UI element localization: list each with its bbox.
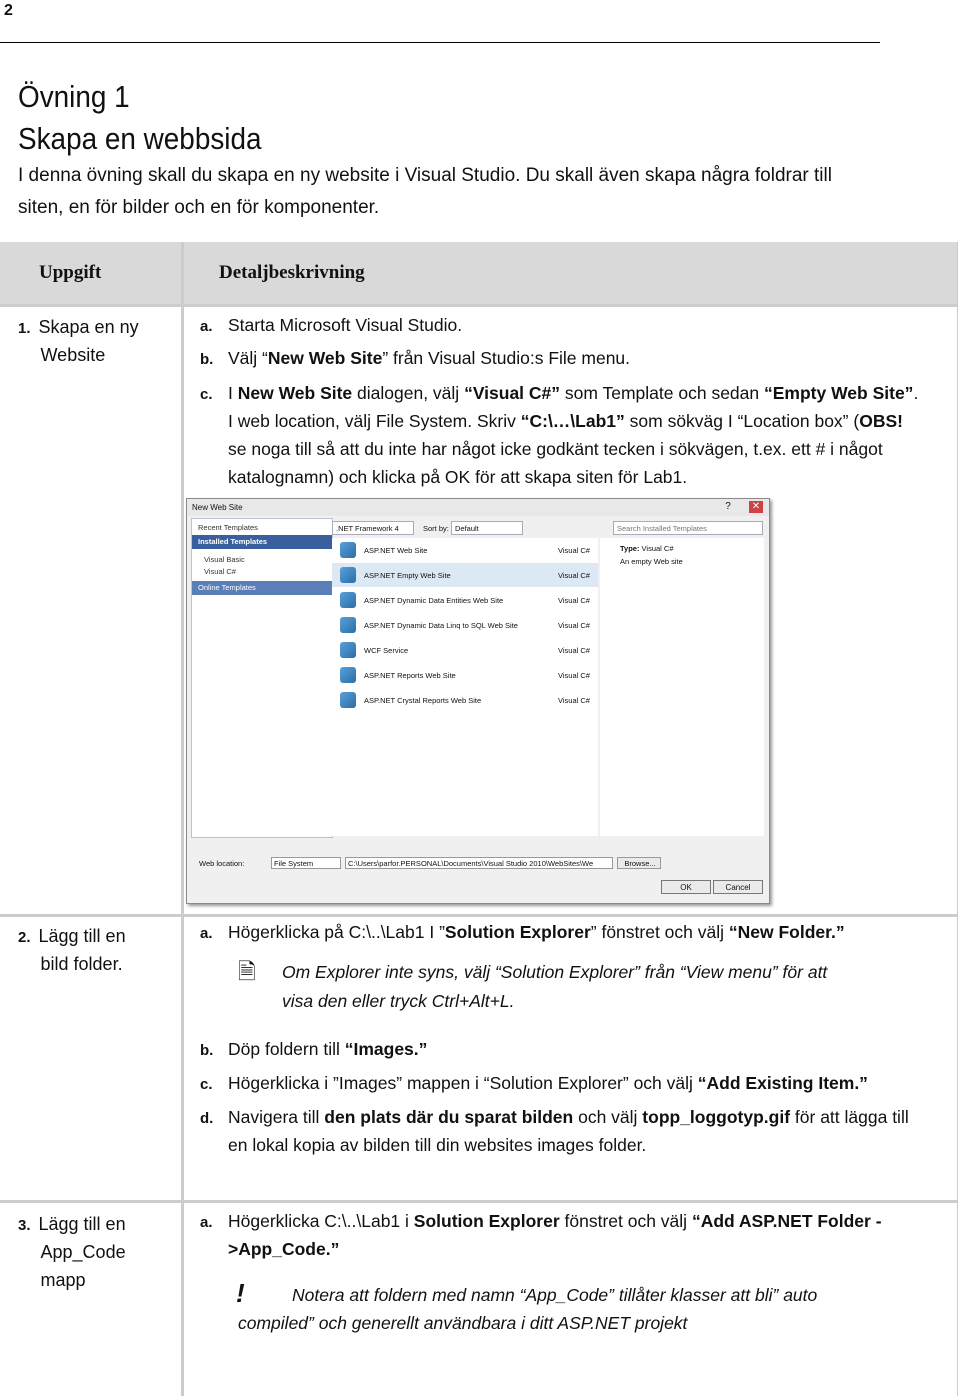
step-1a	[200, 311, 462, 341]
step-text: som Template och sedan	[560, 383, 764, 403]
header-rule	[0, 42, 880, 43]
step-1c-cont: katalognamn) och klicka på OK för att skapa siten för Lab1.	[228, 467, 688, 487]
task-2-label	[18, 922, 126, 978]
step-text: Navigera till	[228, 1107, 325, 1127]
ok-button[interactable]: OK	[661, 880, 711, 894]
task-label-line: Website	[40, 345, 106, 365]
step-text: Starta Microsoft Visual Studio.	[228, 315, 463, 335]
template-name: ASP.NET Crystal Reports Web Site	[364, 696, 482, 705]
template-info	[600, 538, 764, 836]
step-text: Välj	[228, 348, 263, 368]
template-item[interactable]	[332, 538, 598, 562]
dialog-titlebar	[187, 499, 769, 516]
step-text: från Visual Studio:s File menu.	[388, 348, 631, 368]
search-templates-input[interactable]: Search Installed Templates	[613, 521, 763, 535]
row-divider	[0, 914, 958, 917]
step-2a	[200, 918, 845, 948]
step-letter: b.	[200, 351, 214, 368]
web-location-label: Web location:	[199, 859, 245, 868]
note-line: Om Explorer inte syns, välj “Solution Explorer” från “View menu” för att	[282, 962, 828, 982]
column-divider	[181, 242, 184, 1396]
warning-icon: !	[236, 1278, 245, 1308]
web-template-icon	[340, 542, 356, 558]
task-label-line: Lägg till en	[38, 926, 126, 946]
task-label-line: mapp	[40, 1270, 86, 1290]
template-name: ASP.NET Web Site	[364, 546, 428, 555]
step-text-bold: “New Folder.”	[728, 922, 845, 942]
template-item[interactable]	[332, 638, 598, 662]
intro-text	[18, 160, 918, 224]
template-language: Visual C#	[558, 671, 590, 680]
step-letter: c.	[200, 1076, 213, 1093]
template-name: WCF Service	[364, 646, 409, 655]
exercise-title: Övning 1	[18, 79, 130, 114]
sort-by-label: Sort by:	[423, 524, 449, 533]
note-line: visa den eller tryck Ctrl+Alt+L.	[282, 991, 515, 1011]
task-label-line: Lägg till en	[38, 1214, 126, 1234]
step-text: ”	[382, 348, 389, 368]
web-template-icon	[340, 617, 356, 633]
step-text-bold: “Add ASP.NET Folder -	[691, 1211, 882, 1231]
step-text-bold: “Empty Web Site”	[764, 383, 914, 403]
step-letter: a.	[200, 318, 213, 335]
template-language: Visual C#	[558, 646, 590, 655]
step-text-bold: “Images.”	[344, 1039, 428, 1059]
exercise-subtitle: Skapa en webbsida	[18, 121, 262, 156]
type-value: Visual C#	[641, 544, 674, 553]
online-templates[interactable]: Online Templates	[192, 581, 332, 595]
close-icon[interactable]: ✕	[749, 501, 763, 513]
step-text: Högerklicka i ”Images” mappen i “Solution Explorer” och välj	[228, 1073, 698, 1093]
step-text: “	[262, 348, 268, 368]
step-1c-cont: se noga till så att du inte har något icke godkänt tecken i sökvägen, t.ex. ett # i något	[228, 439, 883, 459]
step-2b	[200, 1035, 427, 1065]
step-letter: a.	[200, 925, 213, 942]
step-1c	[200, 379, 918, 409]
step-text: ”	[590, 922, 597, 942]
web-template-icon	[340, 567, 356, 583]
row-divider	[0, 304, 958, 307]
note-line: Notera att foldern med namn “App_Code” tillåter klasser att bli” auto	[292, 1285, 818, 1305]
task-3-label	[18, 1210, 126, 1294]
step-text: för att lägga till	[790, 1107, 909, 1127]
step-text: dialogen, välj	[352, 383, 465, 403]
step-text: Döp foldern till	[228, 1039, 345, 1059]
template-language: Visual C#	[558, 546, 590, 555]
step-text: I web location, välj File System. Skriv	[228, 411, 521, 431]
template-language: Visual C#	[558, 571, 590, 580]
template-language: Visual C#	[558, 696, 590, 705]
task-label-line: bild folder.	[40, 954, 123, 974]
template-name: ASP.NET Dynamic Data Linq to SQL Web Site	[364, 621, 518, 630]
step-text: .	[913, 383, 919, 403]
step-letter: a.	[200, 1214, 213, 1231]
step-1c-cont	[228, 407, 903, 435]
template-language: Visual C#	[558, 596, 590, 605]
step-text-bold: “Visual C#”	[464, 383, 561, 403]
web-template-icon	[340, 592, 356, 608]
intro-line-1: I denna övning skall du skapa en ny website i Visual Studio. Du skall även skapa några foldrar till	[18, 165, 832, 186]
step-text: I	[228, 383, 238, 403]
web-template-icon	[340, 642, 356, 658]
sort-select[interactable]: Default	[451, 521, 523, 535]
type-desc: An empty Web site	[620, 557, 683, 566]
task-number: 3.	[18, 1217, 31, 1234]
new-web-site-dialog	[186, 498, 770, 904]
step-3a-cont: >App_Code.”	[228, 1239, 340, 1259]
step-letter: b.	[200, 1042, 214, 1059]
type-info	[620, 544, 674, 553]
task-label-line: App_Code	[40, 1242, 126, 1262]
step-text-bold: den plats där du sparat bilden	[324, 1107, 574, 1127]
step-2d-cont: en lokal kopia av bilden till din websites images folder.	[228, 1135, 647, 1155]
template-name: ASP.NET Dynamic Data Entities Web Site	[364, 596, 504, 605]
step-text: (	[848, 411, 860, 431]
page-number: 2	[4, 2, 13, 19]
framework-select[interactable]: .NET Framework 4	[332, 521, 414, 535]
step-text-bold: Solution Explorer	[444, 922, 591, 942]
recent-templates[interactable]: Recent Templates	[198, 523, 258, 532]
template-item[interactable]	[332, 613, 598, 637]
task-number: 1.	[18, 320, 31, 337]
intro-line-2: siten, en för bilder och en för komponenter.	[18, 197, 380, 218]
task-label-line: Skapa en ny	[38, 317, 139, 337]
step-2d	[200, 1103, 909, 1133]
web-template-icon	[340, 692, 356, 708]
step-text-bold: New Web Site	[267, 348, 383, 368]
template-list	[332, 538, 598, 836]
task-1-label	[18, 313, 139, 369]
table-header-detail: Detaljbeskrivning	[184, 242, 958, 304]
template-categories	[191, 518, 333, 838]
note-line: compiled” och generellt användbara i ditt ASP.NET projekt	[238, 1313, 688, 1333]
browse-button[interactable]: Browse...	[617, 857, 661, 869]
step-text: Högerklicka C:\..\Lab1 i	[228, 1211, 414, 1231]
visual-csharp[interactable]: Visual C#	[204, 567, 236, 576]
step-text: fönstret och välj	[596, 922, 729, 942]
step-2c	[200, 1069, 868, 1099]
template-item[interactable]	[332, 588, 598, 612]
template-language: Visual C#	[558, 621, 590, 630]
dialog-title: New Web Site	[192, 503, 243, 512]
template-item[interactable]	[332, 688, 598, 712]
help-icon[interactable]: ?	[725, 501, 731, 512]
table-border	[957, 242, 958, 1396]
step-text-bold: OBS!	[859, 411, 903, 431]
step-text-bold: Solution Explorer	[413, 1211, 560, 1231]
location-type-select[interactable]: File System	[271, 857, 341, 869]
cancel-button[interactable]: Cancel	[713, 880, 763, 894]
task-number: 2.	[18, 929, 31, 946]
installed-templates[interactable]: Installed Templates	[192, 535, 332, 549]
visual-basic[interactable]: Visual Basic	[204, 555, 245, 564]
web-template-icon	[340, 667, 356, 683]
template-name: ASP.NET Empty Web Site	[364, 571, 451, 580]
location-path-input[interactable]: C:\Users\parfor.PERSONAL\Documents\Visual Studio 2010\WebSites\We	[345, 857, 613, 869]
step-letter: d.	[200, 1110, 214, 1127]
step-text: som sökväg I	[624, 411, 738, 431]
step-3a	[200, 1207, 882, 1237]
step-text: fönstret och välj	[559, 1211, 692, 1231]
step-text: och välj	[573, 1107, 643, 1127]
note-icon: 🗎	[238, 959, 256, 984]
step-text-bold: New Web Site	[237, 383, 353, 403]
table-header-task: Uppgift	[0, 242, 181, 304]
template-name: ASP.NET Reports Web Site	[364, 671, 456, 680]
step-text-bold: “Add Existing Item.”	[697, 1073, 868, 1093]
step-letter: c.	[200, 386, 213, 403]
type-label: Type:	[620, 544, 640, 553]
template-item[interactable]	[332, 663, 598, 687]
step-text: Högerklicka på C:\..\Lab1 I ”	[228, 922, 445, 942]
template-item[interactable]	[332, 563, 598, 587]
row-divider	[0, 1200, 958, 1203]
step-text-bold: topp_loggotyp.gif	[642, 1107, 791, 1127]
step-text-bold: “C:\…\Lab1”	[520, 411, 625, 431]
step-text: “Location box”	[737, 411, 849, 431]
step-1b	[200, 344, 630, 374]
